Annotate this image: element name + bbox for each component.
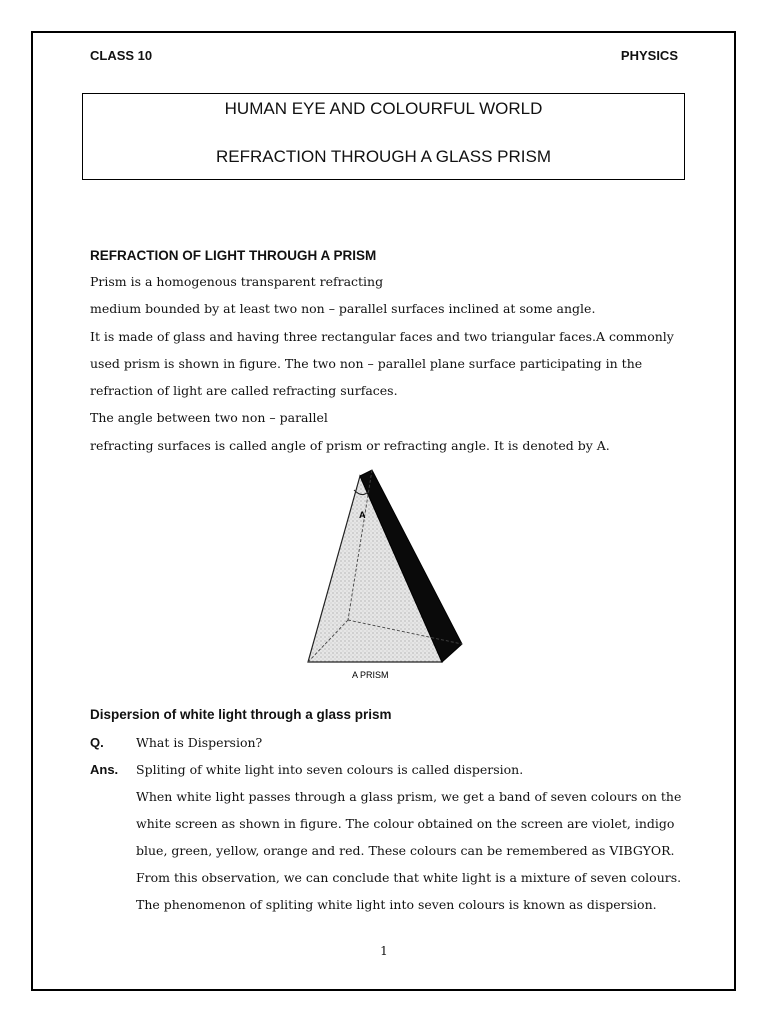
answer-line: white screen as shown in figure. The colour obtained on the screen are violet, indigo — [136, 816, 675, 831]
angle-label: A — [359, 510, 366, 520]
prism-illustration — [300, 468, 470, 683]
answer-label: Ans. — [90, 762, 119, 777]
subject-label: PHYSICS — [620, 48, 678, 63]
paragraph-line: The angle between two non – parallel — [90, 410, 328, 425]
page-number: 1 — [380, 944, 388, 958]
question-label: Q. — [90, 735, 104, 750]
paragraph-line: refracting surfaces is called angle of prism or refracting angle. It is denoted by A. — [90, 438, 610, 453]
title-box — [82, 93, 685, 180]
paragraph-line: medium bounded by at least two non – parallel surfaces inclined at some angle. — [90, 301, 596, 316]
answer-line: From this observation, we can conclude that white light is a mixture of seven colours. — [136, 870, 682, 885]
paragraph-line: refraction of light are called refracting surfaces. — [90, 383, 398, 398]
topic-title: REFRACTION THROUGH A GLASS PRISM — [215, 147, 552, 166]
answer-line: When white light passes through a glass prism, we get a band of seven colours on the — [136, 789, 682, 804]
answer-line: blue, green, yellow, orange and red. These colours can be remembered as VIBGYOR. — [136, 843, 675, 858]
chapter-title: HUMAN EYE AND COLOURFUL WORLD — [224, 99, 543, 118]
paragraph-line: It is made of glass and having three rectangular faces and two triangular faces.A commonly — [90, 329, 674, 344]
class-label: CLASS 10 — [90, 48, 153, 63]
prism-figure — [300, 468, 470, 683]
paragraph-line: Prism is a homogenous transparent refracting — [90, 274, 384, 289]
answer-line: The phenomenon of spliting white light into seven colours is known as dispersion. — [136, 897, 657, 912]
answer-line: Spliting of white light into seven colours is called dispersion. — [136, 762, 524, 777]
section-heading-refraction: REFRACTION OF LIGHT THROUGH A PRISM — [90, 248, 377, 263]
paragraph-line: used prism is shown in figure. The two non – parallel plane surface participating in the — [90, 356, 643, 371]
figure-caption: A PRISM — [352, 670, 389, 680]
section-heading-dispersion: Dispersion of white light through a glass prism — [90, 707, 392, 722]
question-text: What is Dispersion? — [136, 735, 263, 750]
